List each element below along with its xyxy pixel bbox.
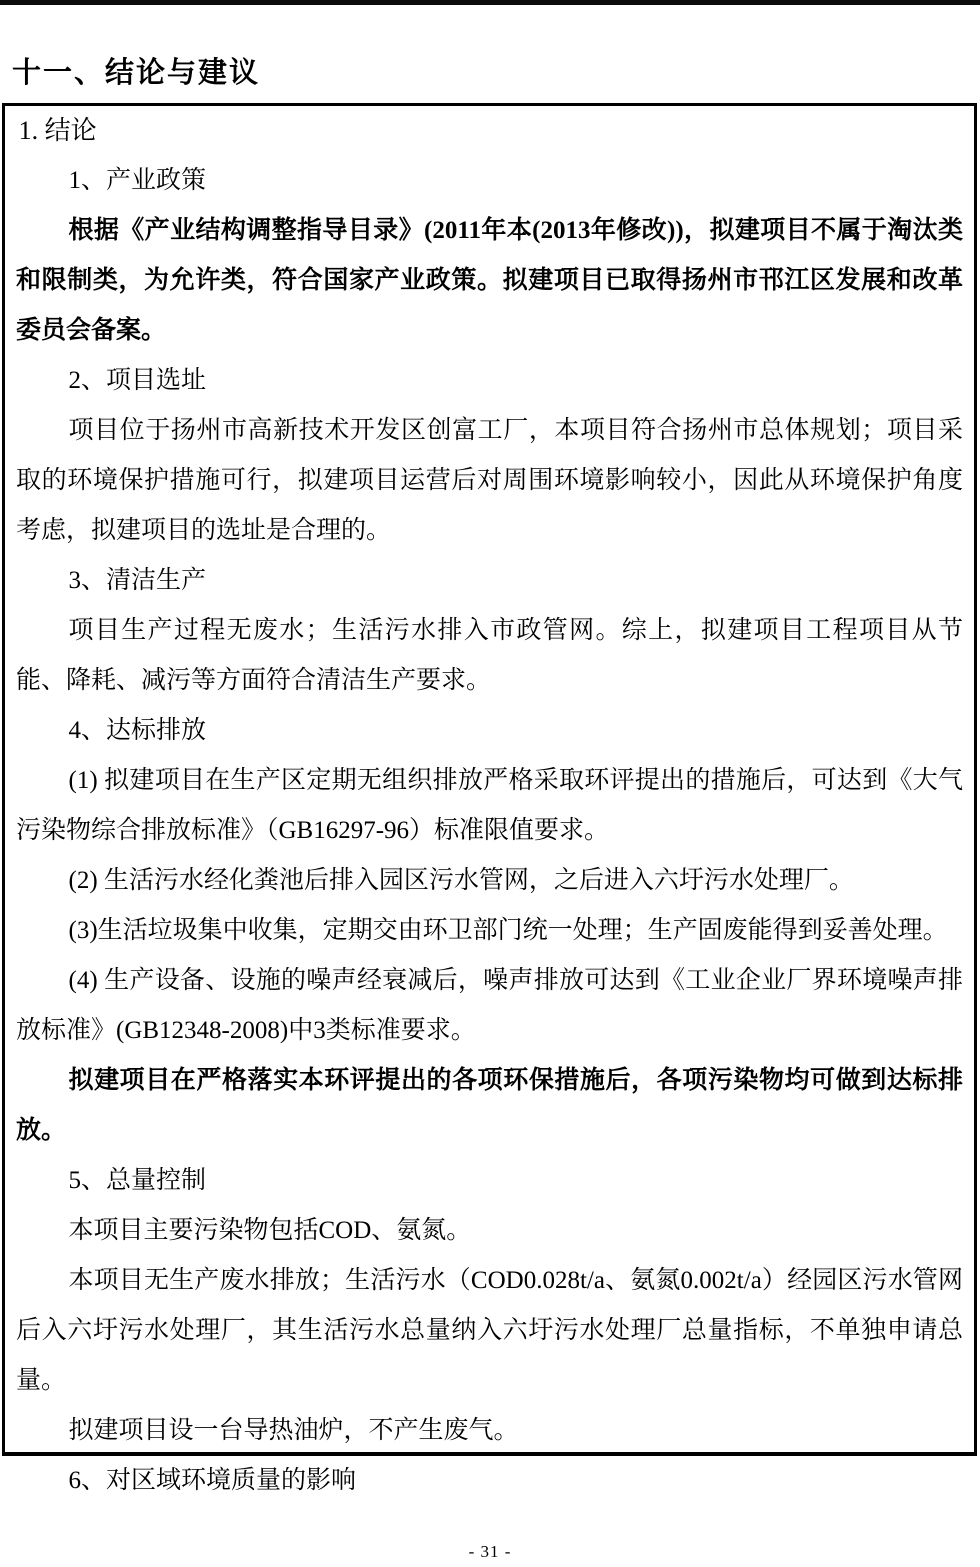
paragraph: 本项目无生产废水排放；生活污水（COD0.028t/a、氨氮0.002t/a）经园区污水管网后入六圩污水处理厂，其生活污水总量纳入六圩污水处理厂总量指标，不单独申请总量。 bbox=[16, 1267, 963, 1394]
page-title: 十一、结论与建议 bbox=[12, 57, 261, 89]
paragraph: 5、总量控制 bbox=[68, 1167, 207, 1194]
paragraph: 4、达标排放 bbox=[68, 717, 207, 744]
paragraph: (2) 生活污水经化粪池后排入园区污水管网，之后进入六圩污水处理厂。 bbox=[68, 867, 854, 894]
paragraph: 根据《产业结构调整指导目录》(2011年本(2013年修改))，拟建项目不属于淘汰类和限制类，为允许类，符合国家产业政策。拟建项目已取得扬州市邗江区发展和改革委员会备案。 bbox=[16, 217, 963, 344]
conclusion-box bbox=[2, 103, 977, 1494]
paragraph: (4) 生产设备、设施的噪声经衰减后，噪声排放可达到《工业企业厂界环境噪声排放标准》(GB12348-2008)中3类标准要求。 bbox=[16, 967, 963, 1044]
paragraph: 拟建项目设一台导热油炉，不产生废气。 bbox=[68, 1417, 519, 1444]
paragraph: 项目位于扬州市高新技术开发区创富工厂，本项目符合扬州市总体规划；项目采取的环境保护措施可行，拟建项目运营后对周围环境影响较小，因此从环境保护角度考虑，拟建项目的选址是合理的。 bbox=[16, 417, 963, 544]
paragraph: 2、项目选址 bbox=[68, 367, 207, 394]
page-number: - 31 - bbox=[468, 1542, 512, 1561]
paragraph: 6、对区域环境质量的影响 bbox=[68, 1467, 357, 1494]
document-paragraphs bbox=[16, 106, 963, 1506]
paragraph: (1) 拟建项目在生产区定期无组织排放严格采取环评提出的措施后，可达到《大气污染物综合排放标准》（GB16297-96）标准限值要求。 bbox=[16, 767, 963, 844]
paragraph: 3、清洁生产 bbox=[68, 567, 207, 594]
paragraph: 项目生产过程无废水；生活污水排入市政管网。综上，拟建项目工程项目从节能、降耗、减污等方面符合清洁生产要求。 bbox=[16, 617, 963, 694]
top-rule bbox=[0, 0, 980, 5]
paragraph: (3)生活垃圾集中收集，定期交由环卫部门统一处理；生产固废能得到妥善处理。 bbox=[68, 917, 948, 944]
paragraph: 本项目主要污染物包括COD、氨氮。 bbox=[68, 1217, 472, 1244]
paragraph: 1、产业政策 bbox=[68, 167, 207, 194]
section-heading: 1. 结论 bbox=[18, 116, 97, 145]
paragraph: 拟建项目在严格落实本环评提出的各项环保措施后，各项污染物均可做到达标排放。 bbox=[16, 1067, 963, 1144]
